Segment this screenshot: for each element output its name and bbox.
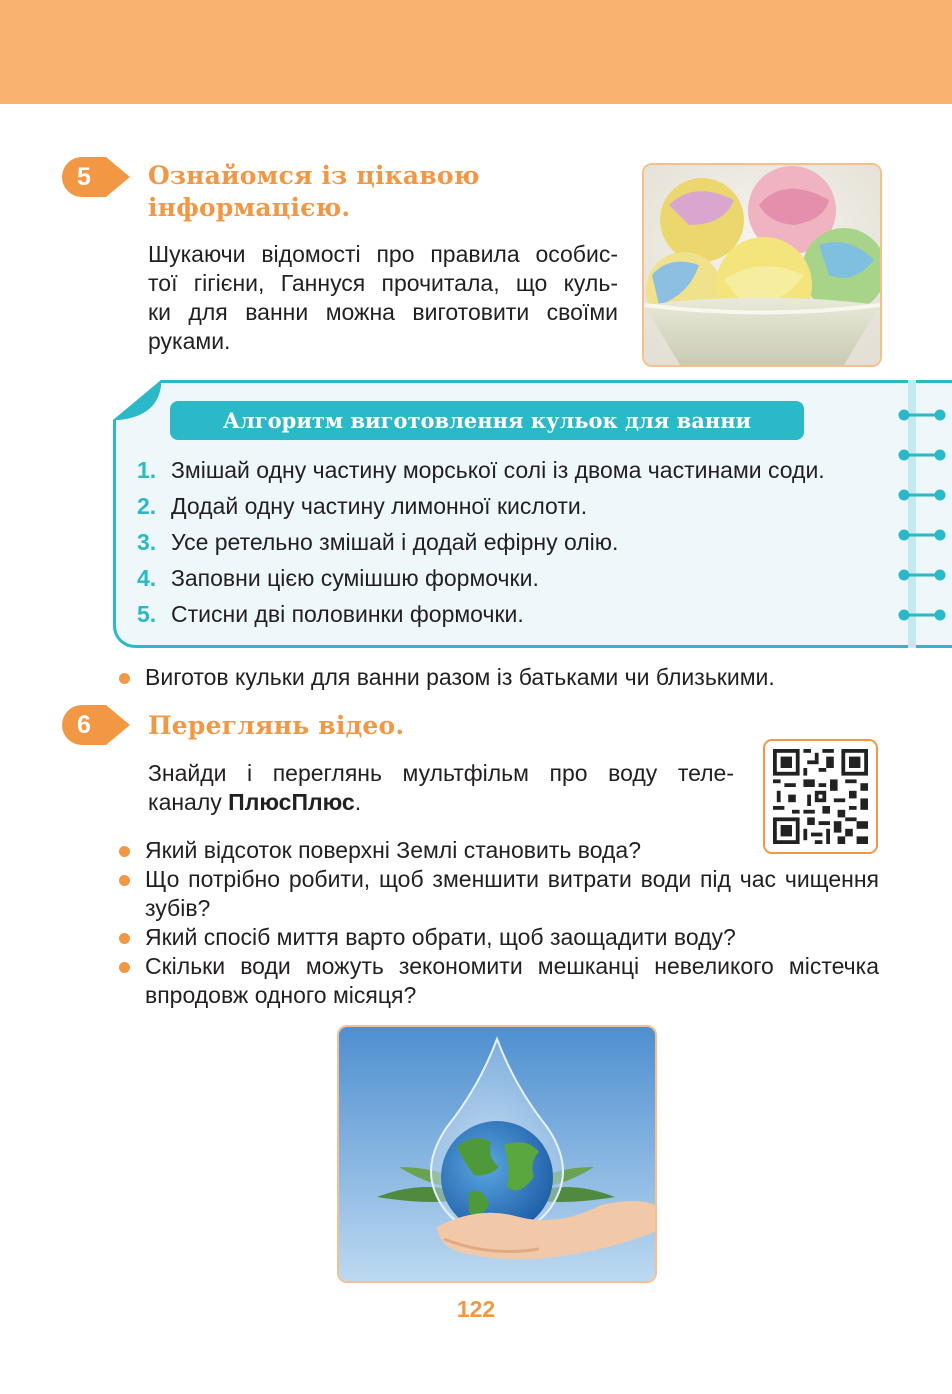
task-6-text-line-1: Знайди і переглянь мультфільм про воду теле- (148, 760, 734, 786)
algorithm-step-number: 5. (137, 601, 157, 627)
algorithm-step-number: 2. (137, 493, 157, 519)
algorithm-step (137, 524, 897, 560)
task-5-number: 5 (77, 162, 91, 191)
task-6-text-line-2 (148, 788, 734, 817)
algorithm-step (137, 488, 897, 524)
task-5-title (148, 160, 480, 224)
task-5-text-line-3: ки для ванни можна виготовити своїми (148, 299, 618, 325)
algorithm-box-corner-fold (113, 380, 165, 424)
question-text: Скільки води можуть зекономити мешканці невеликого містечка впродовж одного місяця? (145, 953, 879, 1008)
top-color-band (0, 0, 952, 104)
task-6-text (148, 759, 734, 817)
channel-name: ПлюсПлюс (228, 789, 355, 815)
algorithm-step (137, 560, 897, 596)
list-item (115, 836, 879, 865)
list-item (115, 923, 879, 952)
orange-dot-icon (119, 962, 130, 973)
task-5-badge-icon (62, 157, 128, 197)
notebook-rings-icon (898, 380, 952, 648)
task-6-text-prefix: каналу (148, 789, 229, 815)
orange-dot-icon (119, 846, 130, 857)
algorithm-step-number: 1. (137, 457, 157, 483)
task-5-text-line-4: руками. (148, 328, 231, 354)
task-6-text-suffix: . (354, 789, 362, 815)
task-5-text (148, 240, 618, 356)
earth-in-hands-image (339, 1027, 655, 1281)
task-6-title: Переглянь відео. (148, 711, 405, 740)
bath-bombs-illustration (644, 165, 880, 365)
algorithm-title: Алгоритм виготовлення кульок для ванни (170, 401, 804, 440)
list-item (115, 952, 879, 1010)
algorithm-step (137, 452, 897, 488)
algorithm-step (137, 596, 897, 632)
question-text: Який спосіб миття варто обрати, щоб заощадити воду? (145, 924, 736, 950)
task-6-number: 6 (77, 710, 91, 739)
question-text: Що потрібно робити, щоб зменшити витрати води під час чищення зубів? (145, 866, 879, 921)
task-6-questions (115, 836, 879, 1010)
algorithm-steps (137, 452, 897, 632)
algorithm-step-number: 3. (137, 529, 157, 555)
algorithm-step-number: 4. (137, 565, 157, 591)
bullet-text: Виготов кульки для ванни разом із батьками чи близькими. (145, 664, 775, 690)
orange-dot-icon (119, 673, 130, 684)
page-number: 122 (456, 1296, 496, 1322)
algorithm-step-text: Усе ретельно змішай і додай ефірну олію. (171, 529, 619, 555)
bath-bombs-photo (642, 163, 882, 367)
task-5-title-line-2: інформацією. (148, 193, 351, 222)
question-text: Який відсоток поверхні Землі становить вода? (145, 837, 642, 863)
task-5-title-line-1: Ознайомся із цікавою (148, 161, 480, 190)
list-item (115, 663, 879, 692)
list-item (115, 865, 879, 923)
task-5-text-line-2: тої гігієни, Ганнуся прочитала, що куль- (148, 270, 618, 296)
task-6-badge-icon (62, 705, 128, 745)
orange-dot-icon (119, 875, 130, 886)
algorithm-step-text: Змішай одну частину морської солі із двома частинами соди. (171, 457, 825, 483)
task-5-text-line-1: Шукаючи відомості про правила особис- (148, 241, 618, 267)
earth-water-drop-illustration (337, 1025, 657, 1283)
algorithm-step-text: Стисни дві половинки формочки. (171, 601, 524, 627)
algorithm-followup-list (115, 663, 879, 692)
orange-dot-icon (119, 933, 130, 944)
algorithm-step-text: Заповни цією сумішшю формочки. (171, 565, 539, 591)
algorithm-step-text: Додай одну частину лимонної кислоти. (171, 493, 588, 519)
